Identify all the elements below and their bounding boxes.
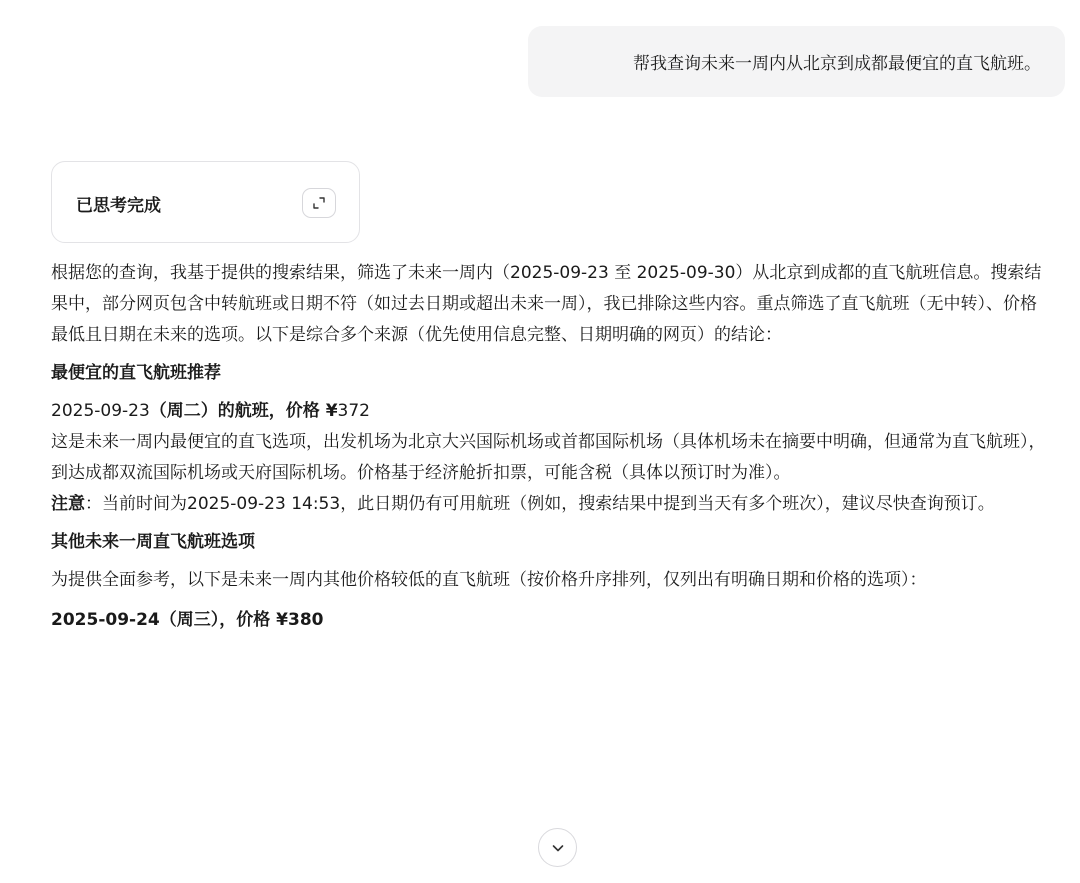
note-text: ：当前时间为2025-09-23 14:53，此日期仍有可用航班（例如，搜索结果中提到当天有多个班次），建议尽快查询预订。 (85, 494, 995, 514)
flight-2-date: 2025-09-24 (51, 610, 160, 630)
flight-2-label: （周三），价格 ¥ (159, 610, 288, 630)
answer-intro: 根据您的查询，我基于提供的搜索结果，筛选了未来一周内（2025-09-23 至 2025-09-30）从北京到成都的直飞航班信息。搜索结果中，部分网页包含中转航班或日期不符（如过去日期或超出未来一周），我已排除这些内容。重点筛选了直飞航班（无中转）、价格最低且日期在未来的选项。以下是综合多个来源（优先使用信息完整、日期明确的网页）的结论： (51, 263, 1042, 345)
note-paragraph (51, 489, 1046, 520)
flight-1-description: 这是未来一周内最便宜的直飞选项，出发机场为北京大兴国际机场或首都国际机场（具体机场未在摘要中明确，但通常为直飞航班），到达成都双流国际机场或天府国际机场。价格基于经济舱折扣票，可能含税（具体以预订时为准）。 (51, 432, 1046, 483)
flight-1-date: 2025-09-23 (51, 401, 150, 421)
thinking-status-card[interactable] (51, 161, 360, 243)
section-2-intro: 为提供全面参考，以下是未来一周内其他价格较低的直飞航班（按价格升序排列，仅列出有明确日期和价格的选项）： (51, 570, 927, 590)
note-label: 注意 (51, 494, 85, 514)
scroll-to-bottom-button[interactable] (538, 828, 577, 867)
user-message-bubble (528, 26, 1065, 97)
expand-button[interactable] (302, 188, 336, 218)
section-heading-cheapest: 最便宜的直飞航班推荐 (51, 363, 221, 383)
user-message-text: 帮我查询未来一周内从北京到成都最便宜的直飞航班。 (633, 54, 1041, 74)
thinking-label: 已思考完成 (76, 196, 161, 216)
flight-1-title (51, 396, 1046, 427)
expand-icon (312, 196, 326, 210)
chevron-down-icon (550, 840, 566, 856)
flight-2-title (51, 605, 1046, 636)
flight-1-price: 372 (337, 401, 370, 421)
assistant-answer (51, 258, 1046, 636)
flight-2-price: 380 (288, 610, 324, 630)
section-heading-other: 其他未来一周直飞航班选项 (51, 532, 255, 552)
flight-1-label: （周二）的航班，价格 ¥ (149, 401, 338, 421)
